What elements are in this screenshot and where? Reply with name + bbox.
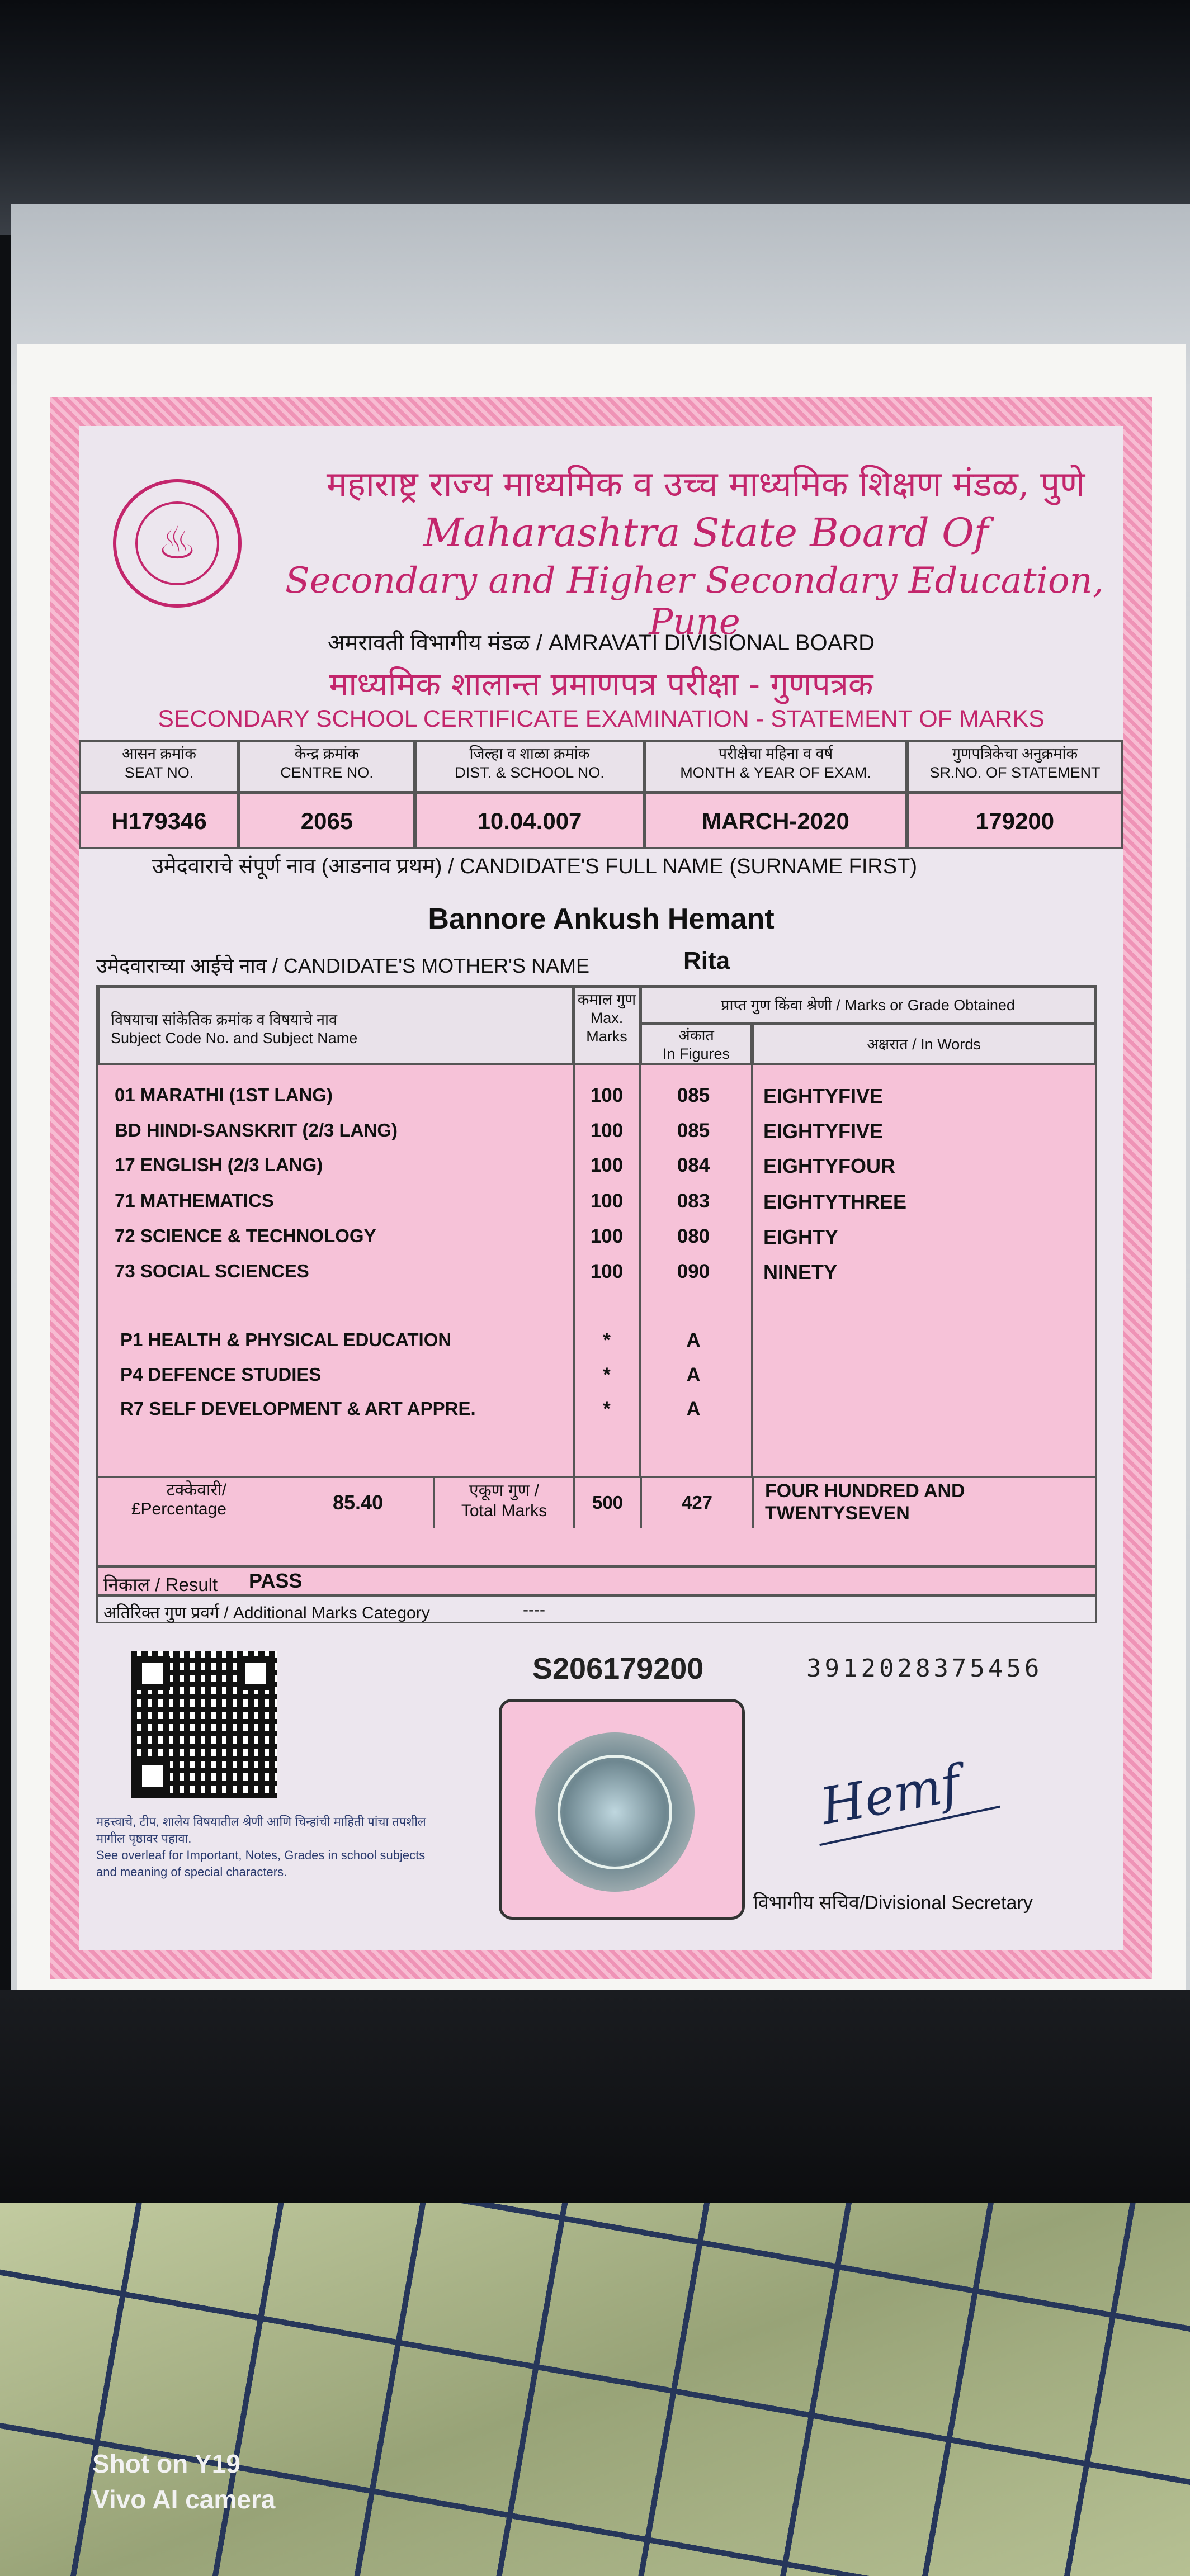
exam-month-value: MARCH-2020 (644, 793, 907, 849)
additional-marks-row (96, 1595, 1097, 1623)
subject-name: 17 ENGLISH (2/3 LANG) (115, 1154, 323, 1175)
total-marks-label: एकूण गुण / Total Marks (433, 1478, 573, 1528)
marks-words: EIGHTYFIVE (763, 1085, 884, 1107)
max-marks: 100 (590, 1120, 624, 1142)
school-no-value: 10.04.007 (415, 793, 644, 849)
marks-figures: 085 (677, 1120, 710, 1142)
overleaf-note: महत्त्वाचे, टीप, शालेय विषयातील श्रेणी आणि चिन्हांची माहिती पांचा तपशील मागील पृष्ठावर पहावा. See overleaf for Important, Notes, Grades in school subjects and meaning of special characters. (96, 1815, 426, 1879)
result-label: निकाल / Result (103, 1574, 218, 1595)
max-marks: * (603, 1398, 611, 1420)
seat-no-value: H179346 (79, 793, 239, 849)
qr-finder (135, 1656, 170, 1690)
camera-watermark: Shot on Y19 Vivo AI camera (92, 2449, 276, 2514)
handwritten-number: 3912028375456 (806, 1654, 1043, 1683)
serial-code: S206179200 (532, 1652, 704, 1685)
marksheet (79, 426, 1123, 1950)
max-marks-header: कमाल गुण Max. Marks (573, 987, 640, 1065)
footer-area (96, 1635, 1097, 1948)
board-name-marathi: महाराष्ट्र राज्य माध्यमिक व उच्च माध्यमिक शिक्षण मंडळ, पुणे (326, 463, 1085, 504)
marks-words: NINETY (763, 1261, 838, 1284)
subject-name: P1 HEALTH & PHYSICAL EDUCATION (120, 1329, 452, 1350)
result-row (96, 1566, 1097, 1595)
board-seal-icon (113, 479, 242, 608)
column-divider (573, 1065, 575, 1476)
additional-marks-label: अतिरिक्त गुण प्रवर्ग / Additional Marks Category (103, 1604, 430, 1622)
subject-name: P4 DEFENCE STUDIES (120, 1364, 322, 1385)
statement-no-header: गुणपत्रिकेचा अनुक्रमांक SR.NO. OF STATEMENT (907, 740, 1123, 793)
grade: A (686, 1398, 701, 1420)
exam-title-marathi: माध्यमिक शालान्त प्रमाणपत्र परीक्षा - गुणपत्रक (329, 665, 873, 703)
words-header: अक्षरात / In Words (752, 1024, 1095, 1065)
mother-name: Rita (683, 947, 730, 974)
school-no-header: जिल्हा व शाळा क्रमांक DIST. & SCHOOL NO. (415, 740, 644, 793)
percentage-value: 85.40 (333, 1491, 384, 1514)
max-marks: * (603, 1364, 611, 1386)
marksheet-border (50, 397, 1152, 1979)
background-top (0, 0, 1190, 235)
seat-no-header: आसन क्रमांक SEAT NO. (79, 740, 239, 793)
grade: A (686, 1364, 701, 1386)
divisional-board: अमरावती विभागीय मंडळ / AMRAVATI DIVISIONAL BOARD (327, 631, 875, 655)
subject-column-header: विषयाचा सांकेतिक क्रमांक व विषयाचे नाव Subject Code No. and Subject Name (98, 987, 573, 1065)
qr-code-icon (131, 1651, 277, 1798)
statement-no-value: 179200 (907, 793, 1123, 849)
background-surface (0, 1990, 1190, 2225)
qr-finder (135, 1759, 170, 1793)
result-value: PASS (249, 1569, 303, 1592)
marks-words: EIGHTY (763, 1225, 839, 1248)
max-marks: 100 (590, 1190, 624, 1212)
lamp-icon: ♨ (135, 501, 219, 585)
mother-name-label: उमेदवाराच्या आईचे नाव / CANDIDATE'S MOTHER'S NAME (96, 954, 589, 977)
column-divider (751, 1065, 753, 1476)
marks-words: EIGHTYFIVE (763, 1120, 884, 1143)
max-marks: 100 (590, 1085, 624, 1106)
subject-name: BD HINDI-SANSKRIT (2/3 LANG) (115, 1120, 398, 1140)
exam-title-english: SECONDARY SCHOOL CERTIFICATE EXAMINATION - STATEMENT OF MARKS (158, 705, 1045, 732)
additional-marks-value: ---- (523, 1600, 545, 1619)
marks-figures: 085 (677, 1085, 710, 1106)
total-max: 500 (573, 1478, 640, 1528)
subject-name: R7 SELF DEVELOPMENT & ART APPRE. (120, 1398, 476, 1419)
max-marks: 100 (590, 1261, 624, 1282)
totals-row (98, 1476, 1095, 1528)
figures-header: अंकात In Figures (640, 1024, 752, 1065)
signature: Hemf (816, 1754, 965, 1836)
cloth-background (0, 2203, 1190, 2576)
marks-words: EIGHTYTHREE (763, 1190, 907, 1213)
marks-table (96, 985, 1097, 1566)
subject-name: 71 MATHEMATICS (115, 1190, 274, 1211)
exam-month-header: परीक्षेचा महिना व वर्ष MONTH & YEAR OF EXAM. (644, 740, 907, 793)
marks-words: EIGHTYFOUR (763, 1154, 896, 1177)
total-obtained: 427 (640, 1478, 752, 1528)
percentage-label: टक्केवारी/ £Percentage (131, 1481, 226, 1518)
marks-figures: 090 (677, 1261, 710, 1282)
marks-figures: 083 (677, 1190, 710, 1212)
hologram-ring (558, 1755, 672, 1869)
hologram-box (499, 1699, 745, 1920)
subject-name: 72 SCIENCE & TECHNOLOGY (115, 1225, 376, 1246)
centre-no-header: केन्द्र क्रमांक CENTRE NO. (239, 740, 415, 793)
subject-name: 73 SOCIAL SCIENCES (115, 1261, 309, 1281)
candidate-name: Bannore Ankush Hemant (428, 903, 775, 935)
total-words: FOUR HUNDRED AND TWENTYSEVEN (752, 1478, 1095, 1528)
board-name-english-1: Maharashtra State Board Of (423, 510, 989, 556)
max-marks: 100 (590, 1154, 624, 1176)
max-marks: * (603, 1329, 611, 1351)
info-table (79, 740, 1123, 846)
grade: A (686, 1329, 701, 1351)
board-name-english-2: Secondary and Higher Secondary Education, Pune (285, 560, 1104, 643)
marks-figures: 080 (677, 1225, 710, 1247)
qr-finder (238, 1656, 273, 1690)
centre-no-value: 2065 (239, 793, 415, 849)
max-marks: 100 (590, 1225, 624, 1247)
marks-figures: 084 (677, 1154, 710, 1176)
hologram-seal-icon (535, 1732, 695, 1892)
obtained-header: प्राप्त गुण किंवा श्रेणी / Marks or Grade Obtained (640, 987, 1095, 1024)
candidate-name-label: उमेदवाराचे संपूर्ण नाव (आडनाव प्रथम) / CANDIDATE'S FULL NAME (SURNAME FIRST) (152, 855, 918, 878)
subject-name: 01 MARATHI (1ST LANG) (115, 1085, 333, 1105)
divisional-secretary-label: विभागीय सचिव/Divisional Secretary (753, 1892, 1033, 1914)
